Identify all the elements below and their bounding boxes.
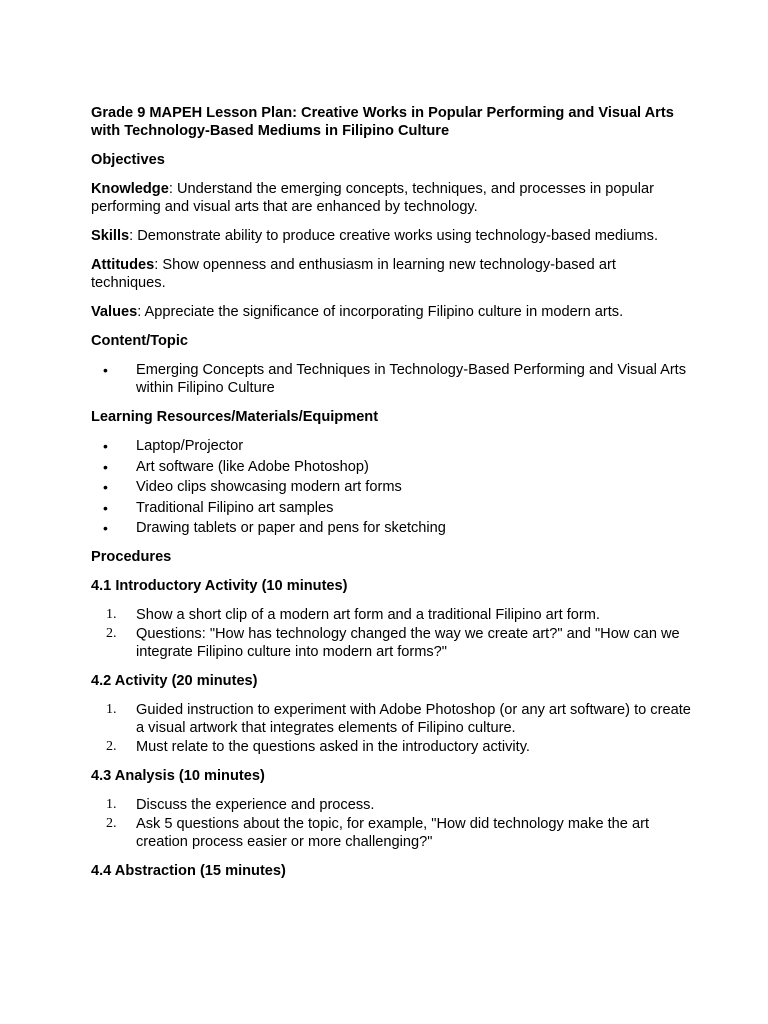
objective-attitudes-label: Attitudes <box>91 257 155 273</box>
list-item-text: Ask 5 questions about the topic, for example, "How did technology make the art creation process easier or more challenging?" <box>136 816 650 850</box>
introductory-heading: 4.1 Introductory Activity (10 minutes) <box>91 578 348 594</box>
resources-list <box>91 437 691 537</box>
list-item-text: Show a short clip of a modern art form and a traditional Filipino art form. <box>136 607 600 623</box>
list-item <box>91 437 691 455</box>
document-page <box>91 104 691 891</box>
list-item <box>91 625 691 661</box>
bullet-mark: • <box>103 458 108 475</box>
bullet-mark: • <box>103 479 108 495</box>
objective-values-label: Values <box>91 304 138 320</box>
abstraction-heading: 4.4 Abstraction (15 minutes) <box>91 863 286 879</box>
list-item-text: Guided instruction to experiment with Adobe Photoshop (or any art software) to create a visual artwork that integrates elements of Filipino culture. <box>136 702 691 736</box>
list-number: 1. <box>106 607 117 622</box>
list-item-text: Questions: "How has technology changed the way we create art?" and "How can we integrate Filipino culture into modern art forms?" <box>136 626 680 660</box>
objective-skills-text: : Demonstrate ability to produce creative works using technology-based mediums. <box>129 228 659 244</box>
list-item <box>91 815 691 851</box>
objective-knowledge-text: : Understand the emerging concepts, techniques, and processes in popular performing and visual arts that are enhanced by technology. <box>91 181 654 215</box>
list-number: 2. <box>106 739 117 754</box>
list-item <box>91 701 691 737</box>
document-title: Grade 9 MAPEH Lesson Plan: Creative Works in Popular Performing and Visual Arts with Technology-Based Mediums in Filipino Culture <box>91 105 674 139</box>
bullet-mark: • <box>103 438 108 454</box>
list-number: 2. <box>106 626 117 641</box>
objective-attitudes-text: : Show openness and enthusiasm in learning new technology-based art techniques. <box>91 257 616 291</box>
list-item-text: Art software (like Adobe Photoshop) <box>136 458 369 475</box>
list-item-text: Traditional Filipino art samples <box>136 499 334 516</box>
objective-skills-label: Skills <box>91 228 130 244</box>
resources-heading: Learning Resources/Materials/Equipment <box>91 409 379 425</box>
objective-values-text: : Appreciate the significance of incorporating Filipino culture in modern arts. <box>137 304 624 320</box>
objectives-heading: Objectives <box>91 152 165 168</box>
list-item <box>91 796 691 814</box>
list-item-text: Must relate to the questions asked in the introductory activity. <box>136 739 530 755</box>
list-item <box>91 606 691 624</box>
objective-attitudes <box>91 256 691 292</box>
objective-knowledge <box>91 180 691 216</box>
analysis-list <box>91 796 691 851</box>
content-list <box>91 361 691 397</box>
list-item <box>91 361 691 397</box>
list-item-text: Emerging Concepts and Techniques in Technology-Based Performing and Visual Arts within Filipino Culture <box>136 362 687 396</box>
bullet-mark: • <box>103 499 108 516</box>
objective-values <box>91 303 691 321</box>
list-item <box>91 519 691 537</box>
bullet-mark: • <box>103 520 108 536</box>
list-item <box>91 478 691 496</box>
list-item-text: Discuss the experience and process. <box>136 797 375 813</box>
list-item-text: Drawing tablets or paper and pens for sketching <box>136 520 446 536</box>
list-number: 2. <box>106 816 117 831</box>
list-item <box>91 738 691 756</box>
objective-skills <box>91 227 691 245</box>
activity-list <box>91 701 691 756</box>
introductory-list <box>91 606 691 661</box>
list-item-text: Video clips showcasing modern art forms <box>136 479 402 495</box>
objective-knowledge-label: Knowledge <box>91 181 169 197</box>
list-number: 1. <box>106 702 117 717</box>
analysis-heading: 4.3 Analysis (10 minutes) <box>91 768 265 784</box>
list-item <box>91 499 691 517</box>
procedures-heading: Procedures <box>91 549 172 565</box>
content-heading: Content/Topic <box>91 333 189 349</box>
bullet-mark: • <box>103 362 108 378</box>
list-number: 1. <box>106 797 117 812</box>
list-item <box>91 458 691 476</box>
activity-heading: 4.2 Activity (20 minutes) <box>91 673 258 689</box>
list-item-text: Laptop/Projector <box>136 438 244 454</box>
